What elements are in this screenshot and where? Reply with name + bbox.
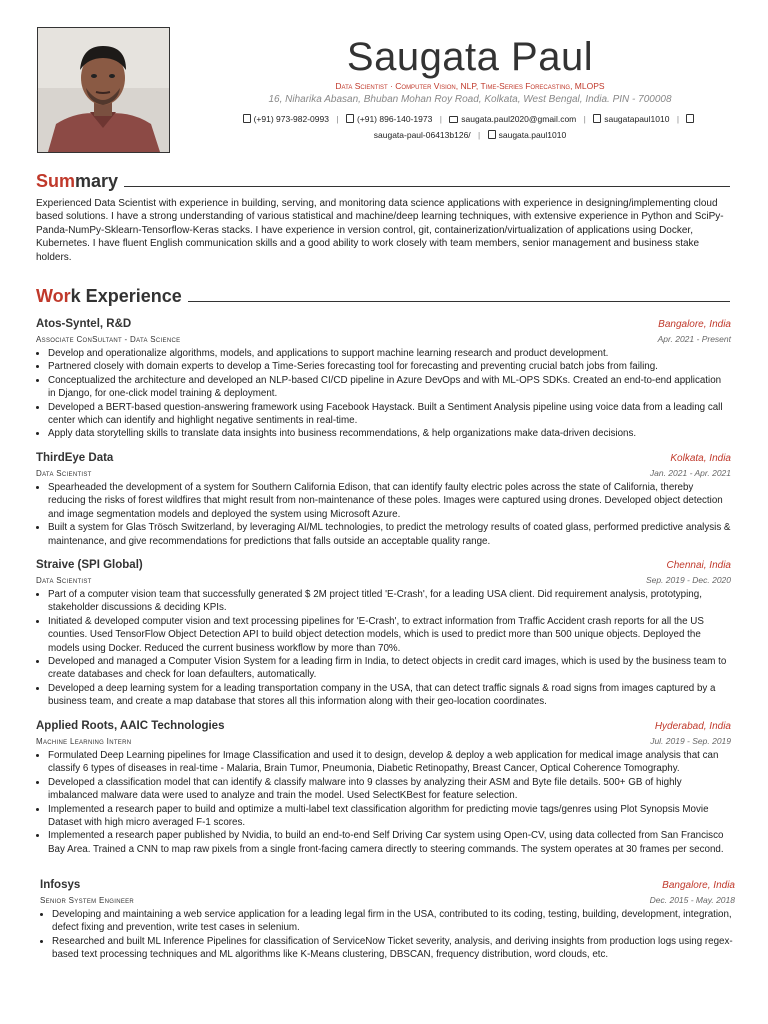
resume-header xyxy=(190,34,750,143)
job-role: Data Scientist xyxy=(36,576,92,585)
job-role: Machine Learning Intern xyxy=(36,737,132,746)
experience-entry xyxy=(40,879,735,962)
bullet-item: • Developing and maintaining a web service application for a leading legal firm in the USA, contributed to its coding, testing, building, development, integration, defect fixing and prevention, write test cases in selenium. xyxy=(52,908,735,935)
bullet-item: • Developed a BERT-based question-answering framework using Facebook Haystack. Built a Sentiment Analysis pipeline using voice data from a leading call center which can identify and highlight negative sentiments in real-time. xyxy=(48,401,731,428)
job-bullets xyxy=(36,588,731,709)
profile-photo-image xyxy=(38,28,169,152)
bullet-item: • Conceptualized the architecture and developed an NLP-based CI/CD pipeline in Azure DevOps and with ML-OPS SDKs. Created an end-to-end application in Django, for one-click model training & deployment. xyxy=(48,374,731,401)
heading-rule xyxy=(188,301,730,302)
job-location: Bangalore, India xyxy=(658,319,731,330)
job-role: Senior System Engineer xyxy=(40,896,135,905)
separator: | xyxy=(478,130,481,140)
job-location: Kolkata, India xyxy=(670,453,731,464)
experience-heading-rest: k Experience xyxy=(70,286,182,306)
mobile-icon xyxy=(346,114,354,123)
separator: | xyxy=(336,114,339,124)
bullet-item: • Implemented a research paper published by Nvidia, to build an end-to-end Self Driving Car system using Open-CV, using data collected from San Francisco Bay Area. Trained a CNN to map raw pixels from a single front-facing camera directly to steering commands. The system operates at 30 frames per second. xyxy=(48,829,731,856)
position-line: Data Scientist · Computer Vision, NLP, Time-Series Forecasting, MLOPS xyxy=(335,81,605,91)
email-link[interactable]: saugata.paul2020@gmail.com xyxy=(461,114,577,124)
company-name: Applied Roots, AAIC Technologies xyxy=(36,720,225,732)
address-line: 16, Niharika Abasan, Bhuban Mohan Roy Road, Kolkata, West Bengal, India. PIN - 700008 xyxy=(268,94,672,105)
summary-heading-rest: mary xyxy=(75,171,119,191)
job-dates: Jan. 2021 - Apr. 2021 xyxy=(649,468,731,478)
job-bullets xyxy=(36,749,731,856)
bullet-item: • Developed and managed a Computer Vision System for a leading firm in India, to detect objects in credit card images, which is used by the business team to create databases and check for loan defaulters, automatically. xyxy=(48,655,731,682)
bullet-item: • Partnered closely with domain experts to develop a Time-Series forecasting tool for forecasting and preventing crucial batch jobs from failing. xyxy=(48,360,731,373)
linkedin-link[interactable]: saugata-paul-06413b126/ xyxy=(373,130,471,140)
bullet-item: • Part of a computer vision team that successfully generated $ 2M project titled 'E-Crash', for a leading USA client. Did requirement analysis, prototyping, stakeholder discussions & deciding KPIs. xyxy=(48,588,731,615)
bullet-item: • Spearheaded the development of a system for Southern California Edison, that can identify faulty electric poles across the state of California, thereby reducing the risks of forest wildfires that might result from non-maintenance of these poles. Images were captured using drones. Developed object detection and image segmentation models and deployed the system using Microsoft Azure. xyxy=(48,481,731,521)
experience-entry xyxy=(36,559,731,709)
job-dates: Dec. 2015 - May. 2018 xyxy=(649,895,735,905)
mobile-1[interactable]: (+91) 973-982-0993 xyxy=(253,114,329,124)
heading-rule xyxy=(124,186,730,187)
bullet-item: • Built a system for Glas Trösch Switzerland, by leveraging AI/ML technologies, to predict the metrology results of coated glass, performed predictive analysis & maintenance, and give recommendations for predictions that falls outside an acceptable quality range. xyxy=(48,521,731,548)
medium-link[interactable]: saugata.paul1010 xyxy=(498,130,567,140)
company-name: Infosys xyxy=(40,879,81,891)
github-link[interactable]: saugatapaul1010 xyxy=(604,114,670,124)
bullet-item: • Formulated Deep Learning pipelines for Image Classification and used it to design, develop & deploy a web application for medical image analysis that can classify 6 types of diseases in real-time - Malaria, Brain Tumor, Pneumonia, Diabetic Retinopathy, Breast Cancer, Optical Coherence Tomography. xyxy=(48,749,731,776)
bullet-item: • Implemented a research paper to build and optimize a multi-label text classification algorithm for predicting movie tags/genres using Plot Synopsis Movie Dataset with high micro averaged F-1 scores. xyxy=(48,803,731,830)
job-role: Associate ConSultant - Data Science xyxy=(36,335,181,344)
contact-line xyxy=(190,111,750,143)
experience-entry xyxy=(36,318,731,441)
bullet-item: • Apply data storytelling skills to translate data insights into business recommendations, & help organizations make data-driven decisions. xyxy=(48,427,731,440)
job-location: Chennai, India xyxy=(666,560,731,571)
company-name: Atos-Syntel, R&D xyxy=(36,318,132,330)
bullet-item: • Initiated & developed computer vision and text processing pipelines for 'E-Crash', to extract information from Traffic Accident crash reports for all the US counties. Used TensorFlow Object Detection API to build object detection models, which is used to predict more than 500 unique objects. Deployed the models using Docker. Reduced the current business workflow by more than 70%. xyxy=(48,615,731,655)
job-dates: Sep. 2019 - Dec. 2020 xyxy=(645,575,731,585)
summary-heading xyxy=(36,171,730,192)
bullet-item: • Researched and built ML Inference Pipelines for classification of ServiceNow Ticket severity, analysis, and deriving insights from production logs using regex-based text processing techniques and ML algorithms like K-Means clustering, DBSCAN, frequency distribution, word clouds, etc. xyxy=(52,935,735,962)
summary-heading-highlight: Sum xyxy=(36,171,76,191)
experience-entry xyxy=(36,720,731,856)
job-dates: Jul. 2019 - Sep. 2019 xyxy=(650,736,731,746)
company-name: ThirdEye Data xyxy=(36,452,114,464)
profile-photo xyxy=(37,27,170,153)
mobile-icon xyxy=(243,114,251,123)
separator: | xyxy=(676,114,680,124)
job-role: Data Scientist xyxy=(36,469,92,478)
mobile-2[interactable]: (+91) 896-140-1973 xyxy=(356,114,433,124)
job-location: Hyderabad, India xyxy=(654,721,731,732)
candidate-name: Saugata Paul xyxy=(346,35,594,79)
separator: | xyxy=(439,114,442,124)
job-bullets xyxy=(36,347,731,441)
experience-heading xyxy=(36,286,730,307)
separator: | xyxy=(583,114,586,124)
job-dates: Apr. 2021 - Present xyxy=(657,334,731,344)
job-location: Bangalore, India xyxy=(662,880,735,891)
medium-icon xyxy=(488,130,496,139)
experience-entry xyxy=(36,452,731,548)
bullet-item: • Developed a classification model that can identify & classify malware into 9 classes by analyzing their ASM and Byte file details. 500+ GB of highly imbalanced malware data were used to analyze and train the model. Used SelectKBest for feature selection. xyxy=(48,776,731,803)
bullet-item: • Develop and operationalize algorithms, models, and applications to support machine learning research and product development. xyxy=(48,347,731,360)
job-bullets xyxy=(40,908,735,962)
company-name: Straive (SPI Global) xyxy=(36,559,143,571)
linkedin-icon xyxy=(686,114,694,123)
github-icon xyxy=(593,114,601,123)
job-bullets xyxy=(36,481,731,548)
email-icon xyxy=(449,116,458,123)
bullet-item: • Developed a deep learning system for a leading transportation company in the USA, that can detect traffic signals & road signs from images captured by a business team, and create a map database that stores all this information along with their geo-location coordinates. xyxy=(48,682,731,709)
summary-text: Experienced Data Scientist with experience in building, serving, and monitoring data science applications with experience in designing/implementing cloud based solutions. I have a strong understanding of various statistical and machine/deep learning techniques, with extensive experience in Python and SciPy-Panda-NumPy-Sklearn-Tensorflow-Keras stacks. I have experience in version control, git, containerization/virtualization of applications using Docker, Kubernetes. I have fluent English communication skills and a good ability to work closely with team members, senior management and business stake holders. xyxy=(36,198,724,263)
experience-heading-highlight: Wor xyxy=(36,286,71,306)
